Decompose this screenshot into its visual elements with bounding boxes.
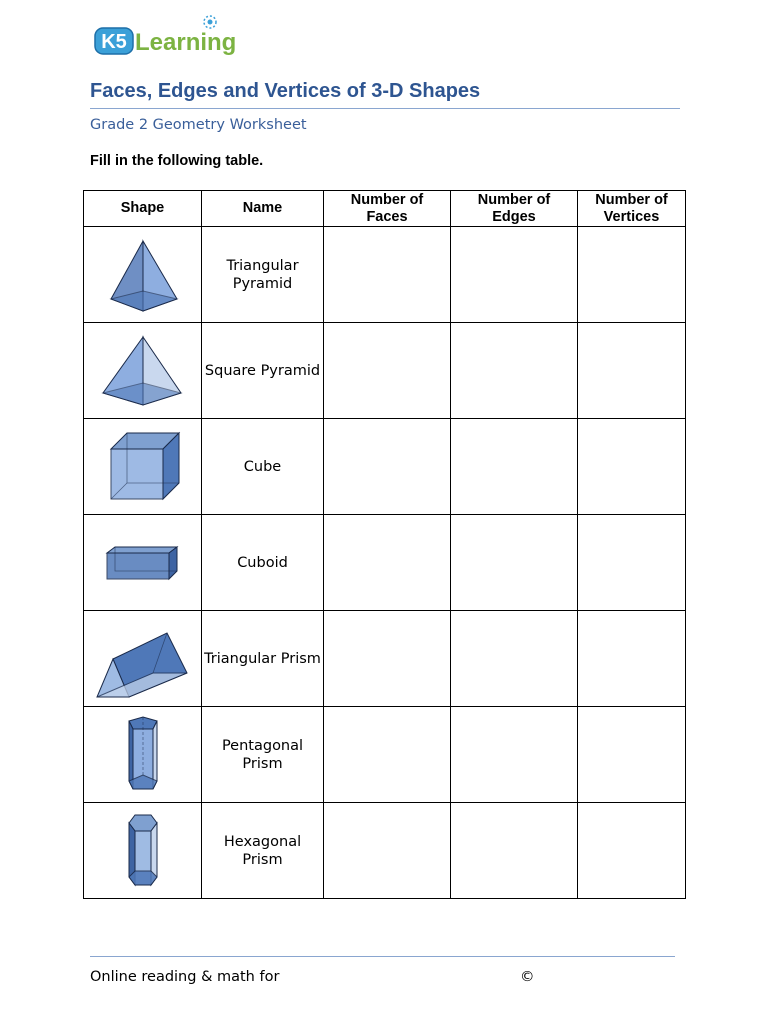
svg-text:Learning: Learning <box>135 29 237 56</box>
shape-name: Hexagonal Prism <box>223 833 302 868</box>
column-header-shape: Shape <box>84 191 202 227</box>
cube-icon <box>93 427 193 507</box>
instruction-text: Fill in the following table. <box>90 153 264 169</box>
triangular-prism-icon <box>93 619 193 699</box>
faces-answer-cell[interactable] <box>324 515 451 611</box>
faces-answer-cell[interactable] <box>324 803 451 899</box>
page-title: Faces, Edges and Vertices of 3-D Shapes <box>90 80 481 102</box>
shape-cell <box>84 515 202 611</box>
edges-answer-cell[interactable] <box>451 707 578 803</box>
edges-answer-cell[interactable] <box>451 515 578 611</box>
table-row <box>84 515 686 611</box>
shape-name-cell <box>202 707 324 803</box>
cuboid-icon <box>93 523 193 603</box>
table-row <box>84 227 686 323</box>
shape-cell <box>84 611 202 707</box>
svg-text:K5: K5 <box>101 31 127 53</box>
shape-name-cell <box>202 227 324 323</box>
table-row <box>84 611 686 707</box>
square-pyramid-icon <box>93 331 193 411</box>
vertices-answer-cell[interactable] <box>578 419 686 515</box>
shape-name: Cube <box>243 458 282 475</box>
shape-name: Triangular Pyramid <box>226 257 299 292</box>
pentagonal-prism-icon <box>93 715 193 795</box>
worksheet-table <box>83 190 686 899</box>
footer-divider <box>90 956 675 957</box>
vertices-answer-cell[interactable] <box>578 323 686 419</box>
column-header-edges-label: Number of Edges <box>477 191 551 225</box>
column-header-edges <box>451 191 578 227</box>
vertices-answer-cell[interactable] <box>578 515 686 611</box>
column-header-name: Name <box>202 191 324 227</box>
faces-answer-cell[interactable] <box>324 323 451 419</box>
vertices-answer-cell[interactable] <box>578 803 686 899</box>
vertices-answer-cell[interactable] <box>578 227 686 323</box>
shape-name: Pentagonal Prism <box>221 737 304 772</box>
hexagonal-prism-icon <box>93 811 193 891</box>
shape-cell <box>84 323 202 419</box>
shape-cell <box>84 707 202 803</box>
shape-name: Cuboid <box>237 554 288 571</box>
column-header-vertices-label: Number of Vertices <box>595 191 668 225</box>
edges-answer-cell[interactable] <box>451 419 578 515</box>
column-header-faces-label: Number of Faces <box>350 191 424 225</box>
table-header-row <box>84 191 686 227</box>
faces-answer-cell[interactable] <box>324 227 451 323</box>
edges-answer-cell[interactable] <box>451 803 578 899</box>
shape-name: Triangular Prism <box>204 650 321 667</box>
shape-name-cell <box>202 323 324 419</box>
vertices-answer-cell[interactable] <box>578 707 686 803</box>
title-divider <box>90 108 680 109</box>
faces-answer-cell[interactable] <box>324 419 451 515</box>
table-row <box>84 707 686 803</box>
shape-name: Square Pyramid <box>204 362 321 379</box>
edges-answer-cell[interactable] <box>451 323 578 419</box>
copyright-symbol: © <box>520 969 535 985</box>
faces-answer-cell[interactable] <box>324 707 451 803</box>
shape-cell <box>84 227 202 323</box>
vertices-answer-cell[interactable] <box>578 611 686 707</box>
shape-name-cell <box>202 515 324 611</box>
faces-answer-cell[interactable] <box>324 611 451 707</box>
footer-text: Online reading & math for <box>90 969 280 985</box>
table-row <box>84 803 686 899</box>
table-row <box>84 419 686 515</box>
column-header-vertices <box>578 191 686 227</box>
shape-cell <box>84 803 202 899</box>
shape-name-cell <box>202 611 324 707</box>
edges-answer-cell[interactable] <box>451 611 578 707</box>
triangular-pyramid-icon <box>93 235 193 315</box>
column-header-faces <box>324 191 451 227</box>
shape-name-cell <box>202 419 324 515</box>
shape-cell <box>84 419 202 515</box>
edges-answer-cell[interactable] <box>451 227 578 323</box>
worksheet-subtitle: Grade 2 Geometry Worksheet <box>90 117 307 133</box>
shape-name-cell <box>202 803 324 899</box>
table-row <box>84 323 686 419</box>
k5-learning-logo <box>93 14 263 58</box>
